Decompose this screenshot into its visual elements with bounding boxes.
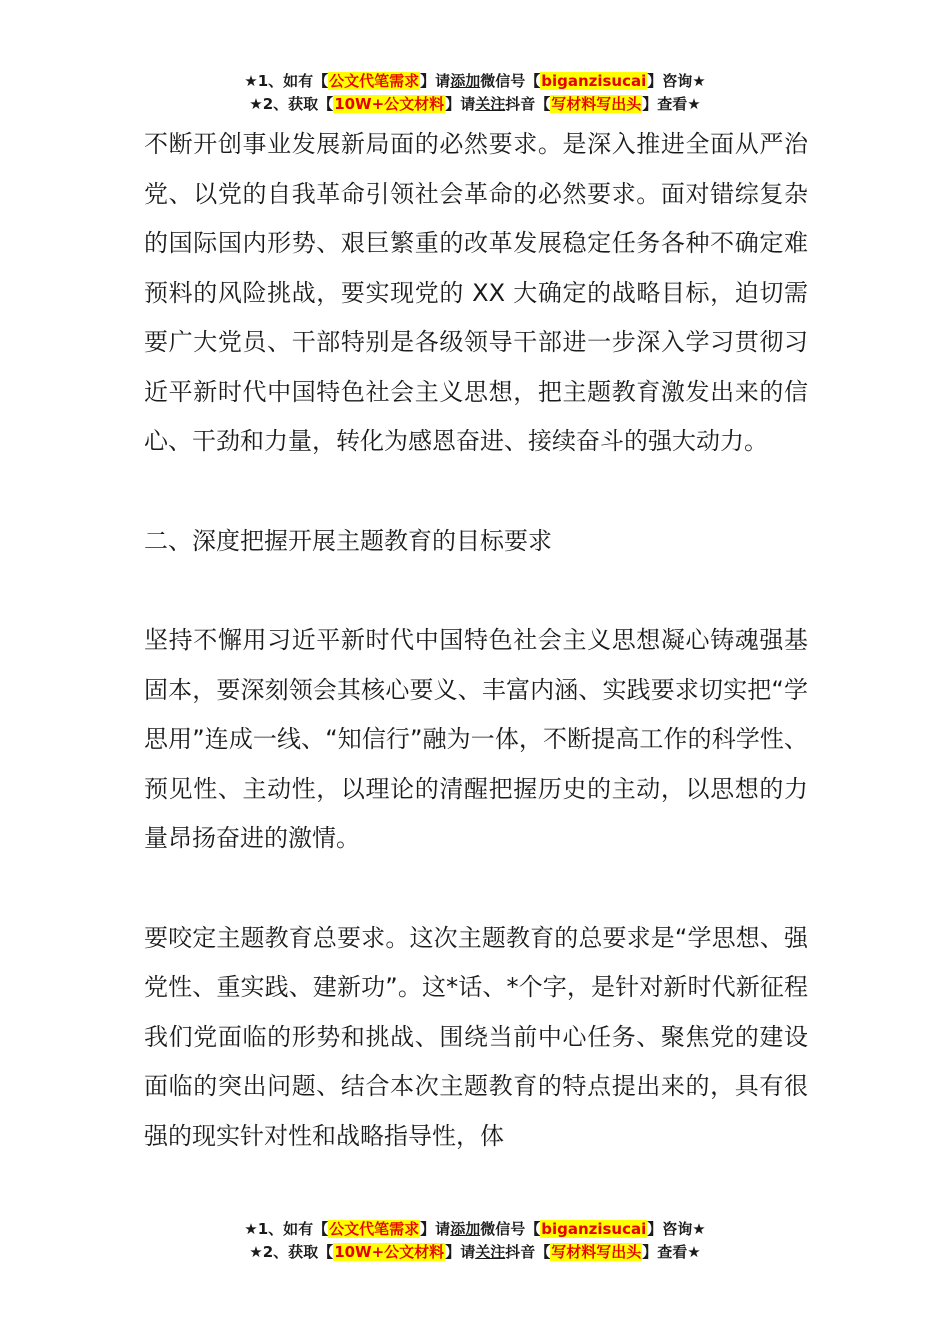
banner-underlined-text: 添加 xyxy=(450,1220,481,1238)
banner-highlight: 写材料写出头 xyxy=(551,1243,642,1261)
banner-line-1 xyxy=(0,1218,950,1241)
banner-underlined-text: 添加 xyxy=(450,72,481,90)
paragraph-spacer xyxy=(144,467,808,517)
banner-underlined-text: 关注 xyxy=(475,95,506,113)
paragraph-spacer xyxy=(144,864,808,914)
banner-text: 微信号【 xyxy=(480,1220,541,1238)
paragraph-spacer xyxy=(144,566,808,616)
banner-line-2 xyxy=(0,1241,950,1264)
footer-banner xyxy=(0,1218,950,1264)
banner-line-1 xyxy=(0,70,950,93)
body-paragraph-2: 坚持不懈用习近平新时代中国特色社会主义思想凝心铸魂强基固本，要深刻领会其核心要义、丰富内涵、实践要求切实把“学思用”连成一线、“知信行”融为一体，不断提高工作的科学性、预见性、主动性，以理论的清醒把握历史的主动，以思想的力量昂扬奋进的激情。 xyxy=(144,626,808,852)
banner-highlight: biganzisucai xyxy=(541,72,647,90)
banner-text: 抖音【 xyxy=(505,95,551,113)
banner-highlight: 10W+公文材料 xyxy=(334,1243,445,1261)
banner-text: 】请 xyxy=(445,95,476,113)
banner-highlight: 10W+公文材料 xyxy=(334,95,445,113)
banner-text: 】请 xyxy=(445,1243,476,1261)
banner-text: 】查看★ xyxy=(642,95,701,113)
document-body xyxy=(144,120,808,1161)
banner-text: ★2、获取【 xyxy=(249,1243,334,1261)
banner-highlight: biganzisucai xyxy=(541,1220,647,1238)
header-banner xyxy=(0,70,950,116)
banner-highlight: 公文代笔需求 xyxy=(329,72,420,90)
body-paragraph-3: 要咬定主题教育总要求。这次主题教育的总要求是“学思想、强党性、重实践、建新功”。这*话、*个字，是针对新时代新征程我们党面临的形势和挑战、围绕当前中心任务、聚焦党的建设面临的突出问题、结合本次主题教育的特点提出来的，具有很强的现实针对性和战略指导性，体 xyxy=(144,923,808,1150)
body-paragraph-1: 不断开创事业发展新局面的必然要求。是深入推进全面从严治党、以党的自我革命引领社会革命的必然要求。面对错综复杂的国际国内形势、艰巨繁重的改革发展稳定任务各种不确定难预料的风险挑战，要实现党的 XX 大确定的战略目标，迫切需要广大党员、干部特别是各级领导干部进一步深入学习贯彻习近平新时代中国特色社会主义思想，把主题教育激发出来的信心、干劲和力量，转化为感恩奋进、接续奋斗的强大动力。 xyxy=(144,130,808,455)
banner-text: 】请 xyxy=(420,1220,451,1238)
banner-text: 抖音【 xyxy=(505,1243,551,1261)
banner-text: 】咨询★ xyxy=(647,72,706,90)
banner-highlight: 公文代笔需求 xyxy=(329,1220,420,1238)
banner-underlined-text: 关注 xyxy=(475,1243,506,1261)
section-heading-2: 二、深度把握开展主题教育的目标要求 xyxy=(144,526,552,555)
banner-highlight: 写材料写出头 xyxy=(551,95,642,113)
banner-text: 】咨询★ xyxy=(647,1220,706,1238)
banner-text: ★1、如有【 xyxy=(244,72,329,90)
banner-line-2 xyxy=(0,93,950,116)
banner-text: ★1、如有【 xyxy=(244,1220,329,1238)
banner-text: 】查看★ xyxy=(642,1243,701,1261)
banner-text: 微信号【 xyxy=(480,72,541,90)
banner-text: ★2、获取【 xyxy=(249,95,334,113)
banner-text: 】请 xyxy=(420,72,451,90)
